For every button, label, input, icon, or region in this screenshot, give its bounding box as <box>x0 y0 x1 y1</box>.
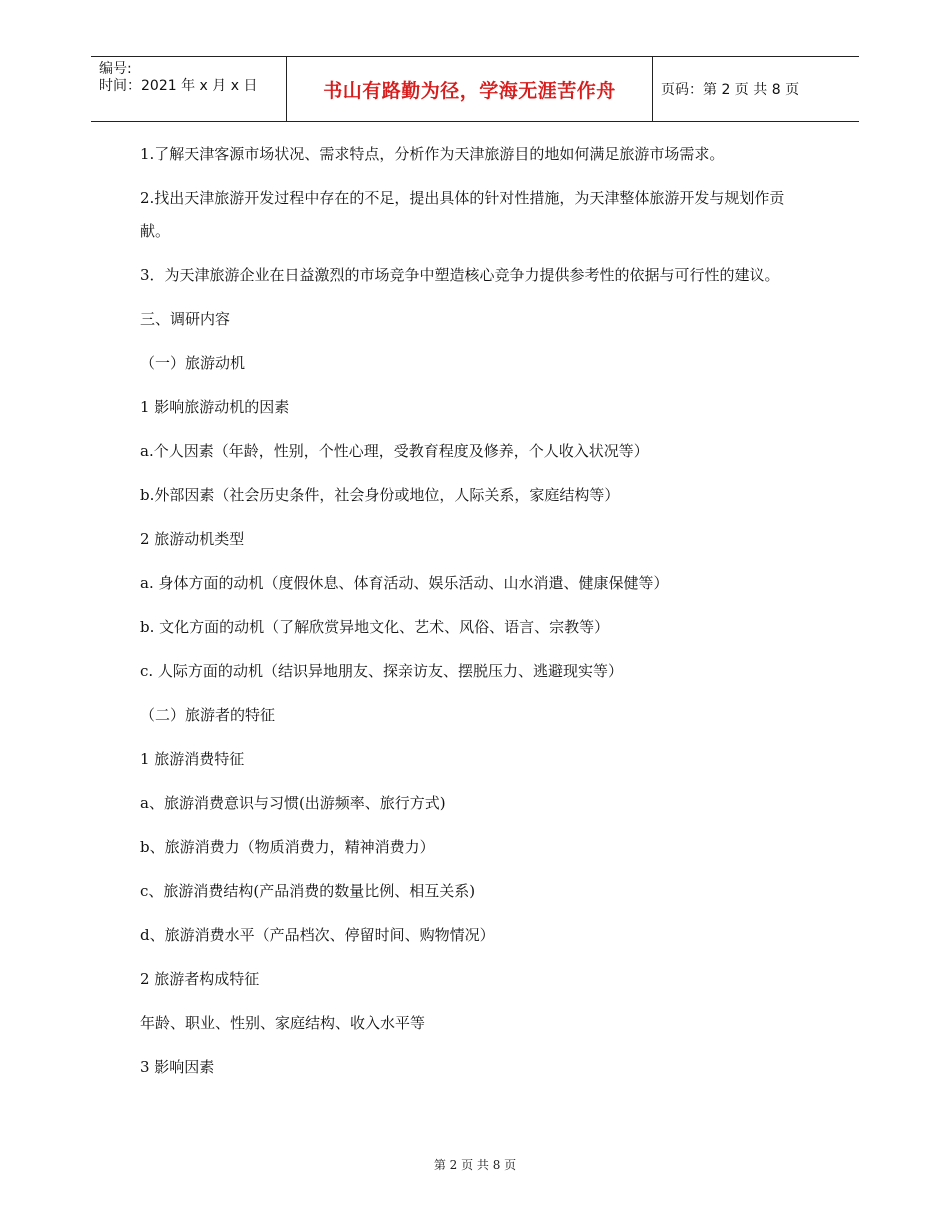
paragraph: b.外部因素（社会历史条件，社会身份或地位，人际关系，家庭结构等） <box>140 486 620 504</box>
paragraph: c、旅游消费结构(产品消费的数量比例、相互关系) <box>140 882 476 900</box>
paragraph: 1 旅游消费特征 <box>140 750 245 768</box>
paragraph: 1 影响旅游动机的因素 <box>140 398 290 416</box>
paragraph: 3 影响因素 <box>140 1058 215 1076</box>
paragraph: d、旅游消费水平（产品档次、停留时间、购物情况） <box>140 926 495 944</box>
subsection-heading: （二）旅游者的特征 <box>140 706 276 724</box>
paragraph: 3．为天津旅游企业在日益激烈的市场竞争中塑造核心竞争力提供参考性的依据与可行性的建议。 <box>140 266 780 284</box>
paragraph: b、旅游消费力（物质消费力，精神消费力） <box>140 838 435 856</box>
paragraph: a.个人因素（年龄，性别，个性心理，受教育程度及修养，个人收入状况等） <box>140 442 649 460</box>
paragraph: 2 旅游动机类型 <box>140 530 245 548</box>
subsection-heading: （一）旅游动机 <box>140 354 246 372</box>
paragraph: 2 旅游者构成特征 <box>140 970 260 988</box>
paragraph: a、旅游消费意识与习惯(出游频率、旅行方式) <box>140 794 446 812</box>
paragraph: b. 文化方面的动机（了解欣赏异地文化、艺术、风俗、语言、宗教等） <box>140 618 610 636</box>
section-heading: 三、调研内容 <box>140 310 231 328</box>
paragraph: c. 人际方面的动机（结识异地朋友、探亲访友、摆脱压力、逃避现实等） <box>140 662 623 680</box>
serial-number-label: 编号: <box>99 61 132 77</box>
paragraph: 1.了解天津客源市场状况、需求特点，分析作为天津旅游目的地如何满足旅游市场需求。 <box>140 145 725 163</box>
page-footer: 第 2 页 共 8 页 <box>433 1158 517 1172</box>
header-meta <box>91 57 287 121</box>
page-header <box>91 56 859 122</box>
date-label: 时间：2021 年 x 月 x 日 <box>99 78 258 94</box>
header-page-info: 页码：第 2 页 共 8 页 <box>661 82 800 98</box>
header-motto: 书山有路勤为径，学海无涯苦作舟 <box>287 57 653 121</box>
paragraph: 2.找出天津旅游开发过程中存在的不足，提出具体的针对性措施，为天津整体旅游开发与规划作贡献。 <box>140 189 785 240</box>
document-body <box>140 138 810 1095</box>
paragraph: 年龄、职业、性别、家庭结构、收入水平等 <box>140 1014 426 1032</box>
paragraph: a. 身体方面的动机（度假休息、体育活动、娱乐活动、山水消遣、健康保健等） <box>140 574 669 592</box>
